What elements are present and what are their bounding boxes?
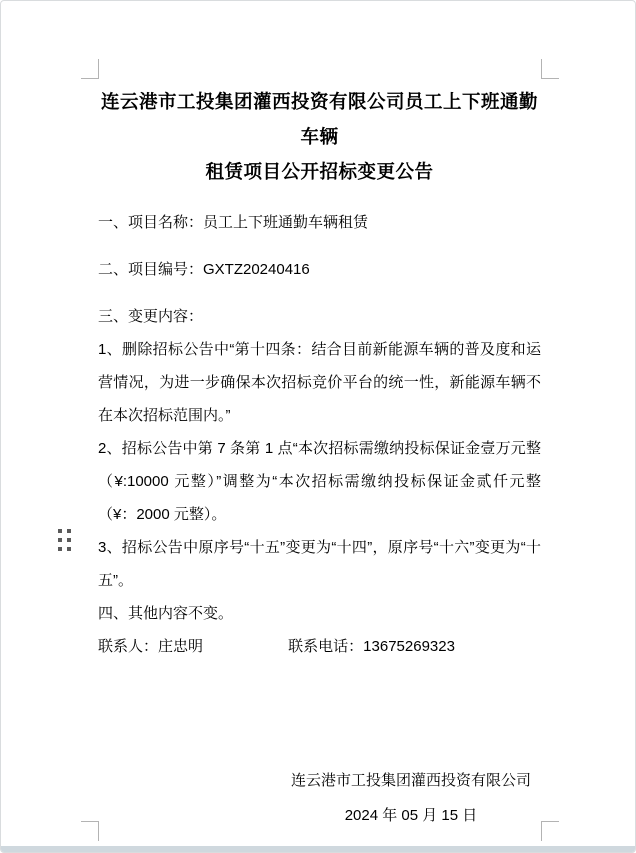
contact-phone: 联系电话：13675269323 <box>288 638 455 655</box>
text-boundary-mark-bottom-right <box>541 821 559 841</box>
change-item-2: 2、招标公告中第 7 条第 1 点“本次招标需缴纳投标保证金壹万元整（¥:10000 元整）”调整为“本次招标需缴纳投标保证金贰仟元整（¥：2000 元整）。 <box>98 440 541 523</box>
signature-date: 2024 年 05 月 15 日 <box>344 807 478 824</box>
text-boundary-mark-top-right <box>541 59 559 79</box>
section-project-name: 一、项目名称：员工上下班通勤车辆租赁 <box>98 214 369 231</box>
contact-person: 联系人：庄忠明 <box>98 638 204 655</box>
text-boundary-mark-top-left <box>81 59 99 79</box>
document-title-line-2: 租赁项目公开招标变更公告 <box>205 161 434 182</box>
section-other-unchanged: 四、其他内容不变。 <box>98 605 234 622</box>
contact-line <box>98 630 541 663</box>
change-item-1: 1、删除招标公告中“第十四条：结合目前新能源车辆的普及度和运营情况，为进一步确保本次招标竞价平台的统一性，新能源车辆不在本次招标范围内。” <box>98 341 541 424</box>
document-title <box>98 84 541 189</box>
text-boundary-mark-bottom-left <box>81 821 99 841</box>
document-body <box>98 78 541 833</box>
change-item-3: 3、招标公告中原序号“十五”变更为“十四”，原序号“十六”变更为“十五”。 <box>98 539 541 589</box>
signature-company: 连云港市工投集团灌西投资有限公司 <box>291 772 532 789</box>
drag-handle-icon[interactable] <box>58 529 71 551</box>
page-bottom-edge <box>1 846 635 852</box>
signature-block <box>291 763 531 833</box>
document-title-line-1: 连云港市工投集团灌西投资有限公司员工上下班通勤车辆 <box>100 91 538 147</box>
section-project-number: 二、项目编号：GXTZ20240416 <box>98 261 310 278</box>
section-change-content-heading: 三、变更内容： <box>98 308 204 325</box>
